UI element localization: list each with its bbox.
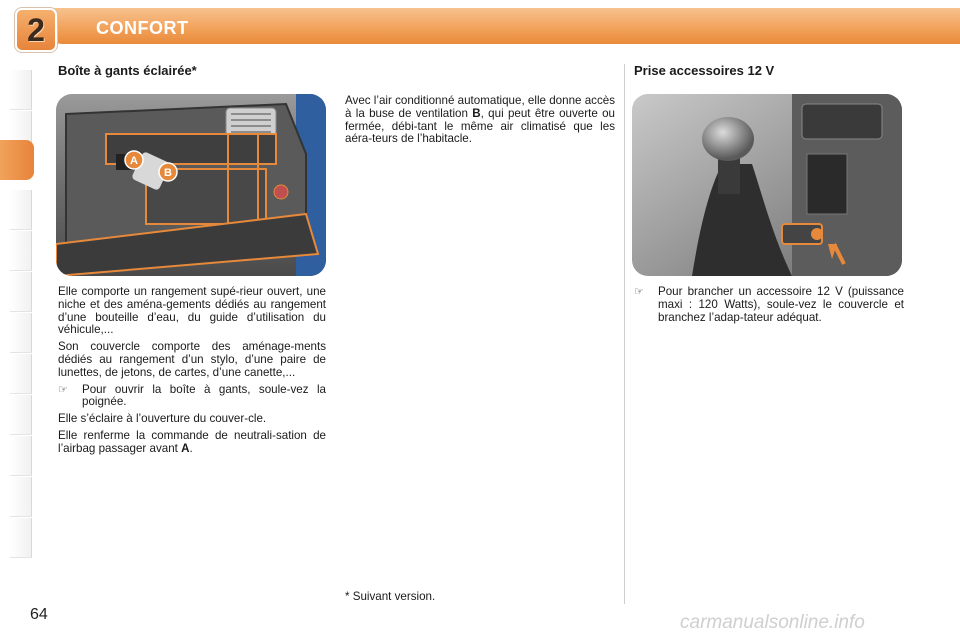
paragraph: Elle renferme la commande de neutrali-sation de l’airbag passager avant A. xyxy=(58,428,326,455)
page-number: 64 xyxy=(30,606,48,623)
accessory-socket-text xyxy=(634,286,904,328)
paragraph: Son couvercle comporte des aménage-ments dédiés au rangement d’un stylo, d’une paire de lunettes, de jetons, de cartes, d’une canette,... xyxy=(58,340,326,379)
chapter-tabs xyxy=(0,70,34,570)
chapter-tab[interactable] xyxy=(10,518,32,558)
chapter-tab[interactable] xyxy=(10,70,32,110)
glovebox-photo xyxy=(56,94,326,276)
section-title-accessory-socket: Prise accessoires 12 V xyxy=(634,63,775,78)
section-title-glovebox: Boîte à gants éclairée* xyxy=(58,63,197,78)
glovebox-text xyxy=(58,286,326,460)
photo-label-b: B xyxy=(164,167,172,179)
chapter-tab[interactable] xyxy=(10,313,32,353)
chapter-number: 2 xyxy=(27,12,45,48)
chapter-tab[interactable] xyxy=(10,190,32,230)
chapter-title: CONFORT xyxy=(96,18,189,38)
chapter-tab[interactable] xyxy=(10,395,32,435)
hand-pointer-icon: ☞ xyxy=(58,383,68,396)
bullet-item: ☞ Pour ouvrir la boîte à gants, soule-vez la poignée. xyxy=(58,382,326,409)
chapter-tab-active[interactable] xyxy=(0,140,34,180)
bullet-item: ☞ Pour brancher un accessoire 12 V (puissance maxi : 120 Watts), soule-vez le couvercle et branchez l’adap-tateur adéquat. xyxy=(634,285,904,324)
accessory-socket-photo xyxy=(632,94,902,276)
chapter-tab[interactable] xyxy=(10,436,32,476)
hand-pointer-icon: ☞ xyxy=(634,286,644,298)
paragraph: Avec l’air conditionné automatique, elle donne accès à la buse de ventilation B, qui peut être ouverte ou fermée, débi-tant le même air climatisé que les aéra-teurs de l’habitacle. xyxy=(345,94,615,146)
chapter-header xyxy=(0,0,960,50)
ventilation-text xyxy=(345,95,615,150)
paragraph: Elle comporte un rangement supé-rieur ouvert, une niche et des aména-gements dédiés au rangement d’une bouteille d’eau, du guide d’utilisation du véhicule,... xyxy=(58,285,326,337)
chapter-number-badge xyxy=(17,10,55,50)
watermark: carmanualsonline.info xyxy=(680,612,865,633)
chapter-tab[interactable] xyxy=(10,272,32,312)
column-divider xyxy=(624,64,625,604)
chapter-tab[interactable] xyxy=(10,477,32,517)
footnote: * Suivant version. xyxy=(345,590,436,603)
photo-label-a: A xyxy=(130,155,138,167)
paragraph: Elle s’éclaire à l’ouverture du couver-cle. xyxy=(58,412,267,426)
chapter-tab[interactable] xyxy=(10,231,32,271)
chapter-tab[interactable] xyxy=(10,354,32,394)
